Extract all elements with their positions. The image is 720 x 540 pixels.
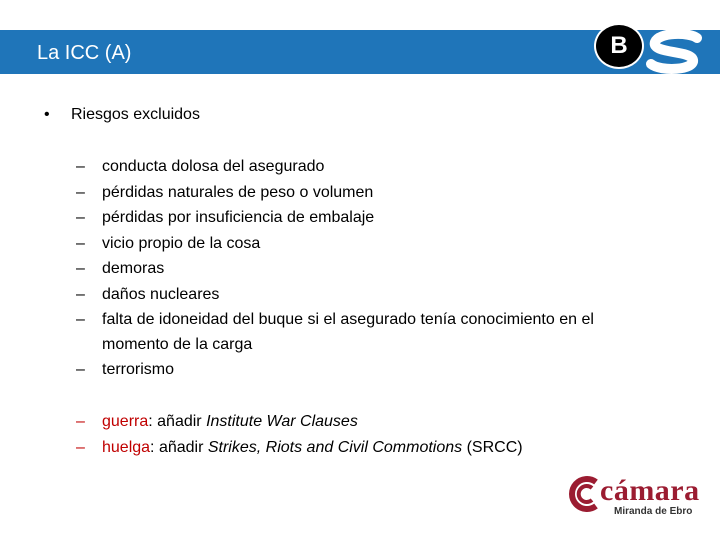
list-item (76, 154, 656, 180)
dash-marker: – (76, 234, 85, 252)
list-item (76, 307, 656, 357)
keyword-strike: huelga (102, 438, 151, 456)
camara-logo-name: cámara (600, 474, 700, 507)
list-item-text: pérdidas por insuficiencia de embalaje (102, 209, 375, 226)
dash-marker: – (76, 183, 85, 201)
camara-c-mark-icon (566, 474, 604, 514)
dash-marker: – (76, 311, 85, 328)
separator-text: : añadir (150, 438, 208, 456)
s-logo-icon (645, 30, 705, 76)
bullet-dot: • (44, 106, 50, 123)
list-item (76, 282, 656, 308)
b-logo-letter: B (610, 32, 628, 59)
list-item (76, 256, 656, 282)
list-item-text: terrorismo (102, 361, 175, 378)
dash-marker: – (76, 438, 85, 456)
list-item (76, 357, 656, 383)
list-item-text: daños nucleares (102, 285, 220, 303)
list-item (76, 205, 656, 231)
list-item (76, 180, 656, 206)
clause-name: Strikes, Riots and Civil Commotions (207, 438, 463, 456)
camara-logo-subtitle: Miranda de Ebro (614, 506, 693, 517)
dash-marker: – (76, 260, 85, 277)
list-item (76, 435, 656, 461)
b-logo-icon (594, 23, 644, 69)
slide-title: La ICC (A) (37, 42, 132, 64)
suffix-text: (SRCC) (462, 438, 523, 456)
main-bullet-text: Riesgos excluidos (71, 106, 200, 123)
list-item-text: vicio propio de la cosa (102, 234, 261, 252)
separator-text: : añadir (148, 413, 207, 430)
dash-marker: – (76, 285, 85, 303)
list-item-text: conducta dolosa del asegurado (102, 158, 325, 175)
dash-marker: – (76, 158, 85, 175)
list-item (76, 409, 656, 435)
dash-marker: – (76, 361, 85, 378)
dash-marker: – (76, 413, 85, 430)
clause-name: Institute War Clauses (206, 413, 358, 430)
dash-marker: – (76, 209, 85, 226)
list-item (76, 231, 656, 257)
coverable-risks-list (76, 409, 656, 460)
list-item-text: demoras (102, 260, 165, 277)
excluded-risks-list (76, 154, 656, 383)
keyword-war: guerra (102, 413, 149, 430)
list-item-text: pérdidas naturales de peso o volumen (102, 183, 374, 201)
list-item-text: falta de idoneidad del buque si el asegurado tenía conocimiento en el momento de la carga (102, 311, 594, 353)
camara-logo (566, 474, 706, 522)
